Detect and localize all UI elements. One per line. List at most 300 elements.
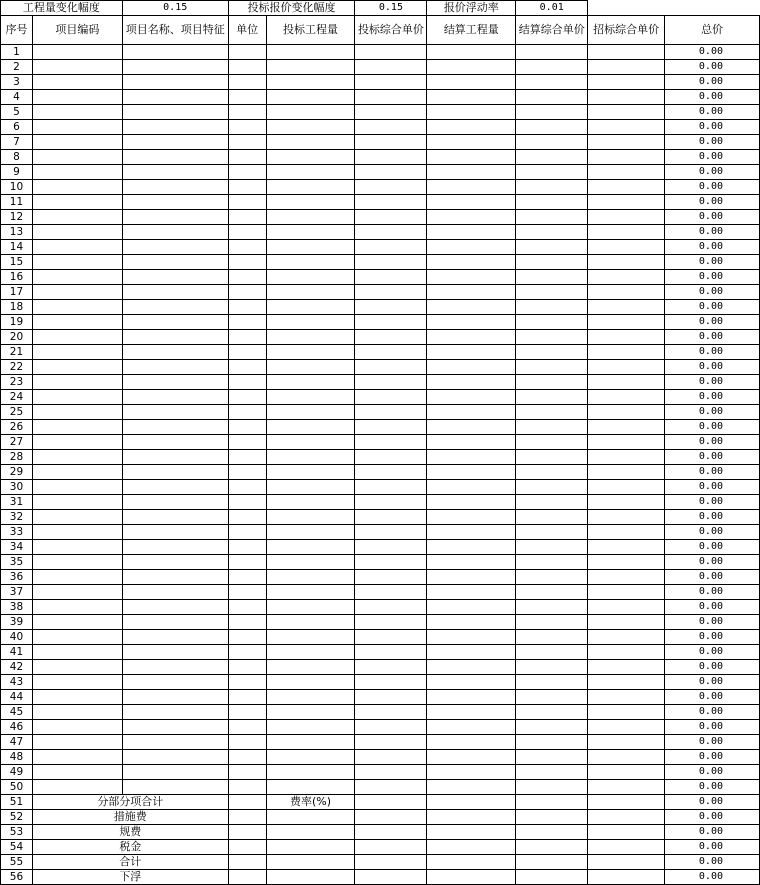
settle-unit-price-cell[interactable] xyxy=(516,285,588,300)
tender-unit-price-cell[interactable] xyxy=(588,180,665,195)
settle-unit-price-cell[interactable] xyxy=(516,405,588,420)
unit-cell[interactable] xyxy=(228,105,266,120)
unit-cell[interactable] xyxy=(228,375,266,390)
bid-unit-price-cell[interactable] xyxy=(355,345,427,360)
bid-qty-cell[interactable] xyxy=(266,720,355,735)
settle-qty-cell[interactable] xyxy=(427,165,516,180)
unit-cell[interactable] xyxy=(228,180,266,195)
unit-cell[interactable] xyxy=(228,270,266,285)
item-code-cell[interactable] xyxy=(32,165,122,180)
bid-unit-price-cell[interactable] xyxy=(355,780,427,795)
unit-cell[interactable] xyxy=(228,450,266,465)
tender-unit-price-cell[interactable] xyxy=(588,615,665,630)
bid-qty-cell[interactable] xyxy=(266,345,355,360)
unit-cell[interactable] xyxy=(228,750,266,765)
bid-qty-cell[interactable] xyxy=(266,600,355,615)
item-name-cell[interactable] xyxy=(122,510,228,525)
item-code-cell[interactable] xyxy=(32,585,122,600)
item-name-cell[interactable] xyxy=(122,285,228,300)
tender-unit-price-cell[interactable] xyxy=(588,750,665,765)
tender-unit-price-cell[interactable] xyxy=(588,735,665,750)
tender-unit-price-cell[interactable] xyxy=(588,360,665,375)
settle-qty-cell[interactable] xyxy=(427,450,516,465)
bid-unit-price-cell[interactable] xyxy=(355,435,427,450)
bid-unit-price-cell[interactable] xyxy=(355,555,427,570)
bid-unit-price-cell[interactable] xyxy=(355,210,427,225)
bid-qty-cell[interactable] xyxy=(266,285,355,300)
bid-qty-cell[interactable] xyxy=(266,825,355,840)
bid-unit-price-cell[interactable] xyxy=(355,255,427,270)
item-code-cell[interactable] xyxy=(32,240,122,255)
item-code-cell[interactable] xyxy=(32,345,122,360)
qty-change-value[interactable]: 0.15 xyxy=(122,1,228,16)
bid-qty-cell[interactable] xyxy=(266,675,355,690)
settle-unit-price-cell[interactable] xyxy=(516,105,588,120)
unit-cell[interactable] xyxy=(228,540,266,555)
item-code-cell[interactable] xyxy=(32,255,122,270)
tender-unit-price-cell[interactable] xyxy=(588,165,665,180)
bid-qty-cell[interactable] xyxy=(266,360,355,375)
unit-cell[interactable] xyxy=(228,525,266,540)
bid-qty-cell[interactable] xyxy=(266,525,355,540)
bid-unit-price-cell[interactable] xyxy=(355,405,427,420)
bid-unit-price-cell[interactable] xyxy=(355,825,427,840)
settle-qty-cell[interactable] xyxy=(427,285,516,300)
settle-qty-cell[interactable] xyxy=(427,120,516,135)
unit-cell[interactable] xyxy=(228,690,266,705)
bid-unit-price-cell[interactable] xyxy=(355,270,427,285)
settle-unit-price-cell[interactable] xyxy=(516,870,588,885)
item-name-cell[interactable] xyxy=(122,480,228,495)
item-code-cell[interactable] xyxy=(32,615,122,630)
bid-qty-cell[interactable] xyxy=(266,480,355,495)
item-code-cell[interactable] xyxy=(32,765,122,780)
item-code-cell[interactable] xyxy=(32,150,122,165)
bid-unit-price-cell[interactable] xyxy=(355,840,427,855)
item-code-cell[interactable] xyxy=(32,270,122,285)
unit-cell[interactable] xyxy=(228,645,266,660)
settle-unit-price-cell[interactable] xyxy=(516,90,588,105)
tender-unit-price-cell[interactable] xyxy=(588,225,665,240)
settle-qty-cell[interactable] xyxy=(427,345,516,360)
item-name-cell[interactable] xyxy=(122,570,228,585)
bid-unit-price-cell[interactable] xyxy=(355,285,427,300)
tender-unit-price-cell[interactable] xyxy=(588,90,665,105)
settle-qty-cell[interactable] xyxy=(427,510,516,525)
item-code-cell[interactable] xyxy=(32,570,122,585)
bid-qty-cell[interactable] xyxy=(266,60,355,75)
item-name-cell[interactable] xyxy=(122,165,228,180)
bid-qty-cell[interactable] xyxy=(266,330,355,345)
item-code-cell[interactable] xyxy=(32,225,122,240)
settle-unit-price-cell[interactable] xyxy=(516,375,588,390)
settle-qty-cell[interactable] xyxy=(427,135,516,150)
tender-unit-price-cell[interactable] xyxy=(588,120,665,135)
item-name-cell[interactable] xyxy=(122,135,228,150)
bid-unit-price-cell[interactable] xyxy=(355,540,427,555)
bid-qty-cell[interactable] xyxy=(266,180,355,195)
tender-unit-price-cell[interactable] xyxy=(588,300,665,315)
settle-unit-price-cell[interactable] xyxy=(516,45,588,60)
unit-cell[interactable] xyxy=(228,825,266,840)
unit-cell[interactable] xyxy=(228,45,266,60)
unit-cell[interactable] xyxy=(228,210,266,225)
bid-change-value[interactable]: 0.15 xyxy=(355,1,427,16)
bid-qty-cell[interactable] xyxy=(266,435,355,450)
settle-qty-cell[interactable] xyxy=(427,150,516,165)
item-name-cell[interactable] xyxy=(122,495,228,510)
item-code-cell[interactable] xyxy=(32,600,122,615)
bid-qty-cell[interactable] xyxy=(266,780,355,795)
item-name-cell[interactable] xyxy=(122,600,228,615)
item-code-cell[interactable] xyxy=(32,750,122,765)
settle-qty-cell[interactable] xyxy=(427,600,516,615)
unit-cell[interactable] xyxy=(228,810,266,825)
item-code-cell[interactable] xyxy=(32,780,122,795)
bid-qty-cell[interactable] xyxy=(266,150,355,165)
bid-qty-cell[interactable] xyxy=(266,300,355,315)
item-code-cell[interactable] xyxy=(32,495,122,510)
tender-unit-price-cell[interactable] xyxy=(588,660,665,675)
item-code-cell[interactable] xyxy=(32,135,122,150)
unit-cell[interactable] xyxy=(228,720,266,735)
item-name-cell[interactable] xyxy=(122,270,228,285)
tender-unit-price-cell[interactable] xyxy=(588,60,665,75)
tender-unit-price-cell[interactable] xyxy=(588,570,665,585)
tender-unit-price-cell[interactable] xyxy=(588,465,665,480)
unit-cell[interactable] xyxy=(228,555,266,570)
item-name-cell[interactable] xyxy=(122,105,228,120)
settle-qty-cell[interactable] xyxy=(427,105,516,120)
bid-unit-price-cell[interactable] xyxy=(355,735,427,750)
settle-unit-price-cell[interactable] xyxy=(516,750,588,765)
settle-unit-price-cell[interactable] xyxy=(516,195,588,210)
item-name-cell[interactable] xyxy=(122,390,228,405)
item-code-cell[interactable] xyxy=(32,60,122,75)
tender-unit-price-cell[interactable] xyxy=(588,315,665,330)
settle-qty-cell[interactable] xyxy=(427,855,516,870)
item-name-cell[interactable] xyxy=(122,630,228,645)
bid-qty-cell[interactable] xyxy=(266,855,355,870)
settle-qty-cell[interactable] xyxy=(427,555,516,570)
bid-qty-cell[interactable] xyxy=(266,630,355,645)
settle-unit-price-cell[interactable] xyxy=(516,495,588,510)
settle-unit-price-cell[interactable] xyxy=(516,690,588,705)
item-name-cell[interactable] xyxy=(122,750,228,765)
settle-unit-price-cell[interactable] xyxy=(516,780,588,795)
item-name-cell[interactable] xyxy=(122,255,228,270)
settle-unit-price-cell[interactable] xyxy=(516,720,588,735)
bid-qty-cell[interactable] xyxy=(266,405,355,420)
tender-unit-price-cell[interactable] xyxy=(588,450,665,465)
settle-qty-cell[interactable] xyxy=(427,270,516,285)
unit-cell[interactable] xyxy=(228,435,266,450)
settle-unit-price-cell[interactable] xyxy=(516,480,588,495)
bid-unit-price-cell[interactable] xyxy=(355,630,427,645)
settle-qty-cell[interactable] xyxy=(427,570,516,585)
item-name-cell[interactable] xyxy=(122,315,228,330)
item-name-cell[interactable] xyxy=(122,555,228,570)
settle-qty-cell[interactable] xyxy=(427,660,516,675)
bid-unit-price-cell[interactable] xyxy=(355,60,427,75)
bid-unit-price-cell[interactable] xyxy=(355,465,427,480)
settle-unit-price-cell[interactable] xyxy=(516,810,588,825)
unit-cell[interactable] xyxy=(228,360,266,375)
settle-unit-price-cell[interactable] xyxy=(516,795,588,810)
bid-qty-cell[interactable] xyxy=(266,315,355,330)
item-name-cell[interactable] xyxy=(122,375,228,390)
bid-qty-cell[interactable] xyxy=(266,450,355,465)
item-code-cell[interactable] xyxy=(32,300,122,315)
settle-qty-cell[interactable] xyxy=(427,420,516,435)
settle-unit-price-cell[interactable] xyxy=(516,435,588,450)
tender-unit-price-cell[interactable] xyxy=(588,150,665,165)
bid-qty-cell[interactable] xyxy=(266,705,355,720)
bid-qty-cell[interactable] xyxy=(266,750,355,765)
tender-unit-price-cell[interactable] xyxy=(588,720,665,735)
settle-qty-cell[interactable] xyxy=(427,390,516,405)
item-code-cell[interactable] xyxy=(32,510,122,525)
tender-unit-price-cell[interactable] xyxy=(588,480,665,495)
item-code-cell[interactable] xyxy=(32,465,122,480)
unit-cell[interactable] xyxy=(228,570,266,585)
unit-cell[interactable] xyxy=(228,225,266,240)
tender-unit-price-cell[interactable] xyxy=(588,540,665,555)
settle-qty-cell[interactable] xyxy=(427,360,516,375)
unit-cell[interactable] xyxy=(228,675,266,690)
unit-cell[interactable] xyxy=(228,405,266,420)
unit-cell[interactable] xyxy=(228,795,266,810)
item-name-cell[interactable] xyxy=(122,180,228,195)
bid-qty-cell[interactable] xyxy=(266,390,355,405)
item-code-cell[interactable] xyxy=(32,285,122,300)
unit-cell[interactable] xyxy=(228,600,266,615)
bid-qty-cell[interactable] xyxy=(266,165,355,180)
tender-unit-price-cell[interactable] xyxy=(588,420,665,435)
settle-qty-cell[interactable] xyxy=(427,75,516,90)
item-name-cell[interactable] xyxy=(122,615,228,630)
tender-unit-price-cell[interactable] xyxy=(588,210,665,225)
settle-unit-price-cell[interactable] xyxy=(516,600,588,615)
bid-qty-cell[interactable] xyxy=(266,255,355,270)
bid-unit-price-cell[interactable] xyxy=(355,165,427,180)
unit-cell[interactable] xyxy=(228,75,266,90)
bid-qty-cell[interactable] xyxy=(266,105,355,120)
settle-qty-cell[interactable] xyxy=(427,300,516,315)
settle-unit-price-cell[interactable] xyxy=(516,510,588,525)
tender-unit-price-cell[interactable] xyxy=(588,870,665,885)
settle-unit-price-cell[interactable] xyxy=(516,390,588,405)
item-name-cell[interactable] xyxy=(122,330,228,345)
item-name-cell[interactable] xyxy=(122,195,228,210)
item-name-cell[interactable] xyxy=(122,120,228,135)
settle-unit-price-cell[interactable] xyxy=(516,60,588,75)
unit-cell[interactable] xyxy=(228,660,266,675)
item-name-cell[interactable] xyxy=(122,90,228,105)
tender-unit-price-cell[interactable] xyxy=(588,45,665,60)
item-name-cell[interactable] xyxy=(122,60,228,75)
settle-qty-cell[interactable] xyxy=(427,480,516,495)
settle-unit-price-cell[interactable] xyxy=(516,630,588,645)
item-code-cell[interactable] xyxy=(32,45,122,60)
item-code-cell[interactable] xyxy=(32,660,122,675)
tender-unit-price-cell[interactable] xyxy=(588,435,665,450)
item-code-cell[interactable] xyxy=(32,330,122,345)
settle-unit-price-cell[interactable] xyxy=(516,540,588,555)
settle-qty-cell[interactable] xyxy=(427,540,516,555)
item-name-cell[interactable] xyxy=(122,405,228,420)
bid-qty-cell[interactable] xyxy=(266,570,355,585)
tender-unit-price-cell[interactable] xyxy=(588,330,665,345)
tender-unit-price-cell[interactable] xyxy=(588,195,665,210)
bid-unit-price-cell[interactable] xyxy=(355,105,427,120)
settle-unit-price-cell[interactable] xyxy=(516,330,588,345)
tender-unit-price-cell[interactable] xyxy=(588,525,665,540)
settle-qty-cell[interactable] xyxy=(427,765,516,780)
settle-qty-cell[interactable] xyxy=(427,615,516,630)
bid-unit-price-cell[interactable] xyxy=(355,660,427,675)
item-code-cell[interactable] xyxy=(32,555,122,570)
unit-cell[interactable] xyxy=(228,165,266,180)
settle-qty-cell[interactable] xyxy=(427,330,516,345)
item-code-cell[interactable] xyxy=(32,315,122,330)
settle-qty-cell[interactable] xyxy=(427,405,516,420)
settle-unit-price-cell[interactable] xyxy=(516,735,588,750)
tender-unit-price-cell[interactable] xyxy=(588,795,665,810)
item-name-cell[interactable] xyxy=(122,225,228,240)
settle-qty-cell[interactable] xyxy=(427,90,516,105)
unit-cell[interactable] xyxy=(228,90,266,105)
settle-unit-price-cell[interactable] xyxy=(516,420,588,435)
bid-qty-cell[interactable] xyxy=(266,540,355,555)
unit-cell[interactable] xyxy=(228,60,266,75)
bid-unit-price-cell[interactable] xyxy=(355,180,427,195)
bid-unit-price-cell[interactable] xyxy=(355,90,427,105)
tender-unit-price-cell[interactable] xyxy=(588,645,665,660)
bid-unit-price-cell[interactable] xyxy=(355,645,427,660)
unit-cell[interactable] xyxy=(228,330,266,345)
bid-qty-cell[interactable] xyxy=(266,585,355,600)
tender-unit-price-cell[interactable] xyxy=(588,405,665,420)
settle-unit-price-cell[interactable] xyxy=(516,180,588,195)
bid-unit-price-cell[interactable] xyxy=(355,855,427,870)
unit-cell[interactable] xyxy=(228,285,266,300)
tender-unit-price-cell[interactable] xyxy=(588,780,665,795)
unit-cell[interactable] xyxy=(228,735,266,750)
bid-qty-cell[interactable] xyxy=(266,555,355,570)
item-name-cell[interactable] xyxy=(122,765,228,780)
item-name-cell[interactable] xyxy=(122,720,228,735)
settle-unit-price-cell[interactable] xyxy=(516,300,588,315)
settle-qty-cell[interactable] xyxy=(427,210,516,225)
bid-unit-price-cell[interactable] xyxy=(355,45,427,60)
settle-unit-price-cell[interactable] xyxy=(516,240,588,255)
unit-cell[interactable] xyxy=(228,390,266,405)
unit-cell[interactable] xyxy=(228,480,266,495)
settle-unit-price-cell[interactable] xyxy=(516,120,588,135)
settle-qty-cell[interactable] xyxy=(427,435,516,450)
settle-qty-cell[interactable] xyxy=(427,45,516,60)
bid-qty-cell[interactable] xyxy=(266,420,355,435)
bid-unit-price-cell[interactable] xyxy=(355,135,427,150)
bid-qty-cell[interactable] xyxy=(266,120,355,135)
settle-qty-cell[interactable] xyxy=(427,180,516,195)
item-name-cell[interactable] xyxy=(122,150,228,165)
bid-qty-cell[interactable] xyxy=(266,765,355,780)
item-name-cell[interactable] xyxy=(122,420,228,435)
settle-unit-price-cell[interactable] xyxy=(516,855,588,870)
settle-unit-price-cell[interactable] xyxy=(516,450,588,465)
item-name-cell[interactable] xyxy=(122,465,228,480)
tender-unit-price-cell[interactable] xyxy=(588,75,665,90)
item-code-cell[interactable] xyxy=(32,645,122,660)
item-code-cell[interactable] xyxy=(32,90,122,105)
tender-unit-price-cell[interactable] xyxy=(588,510,665,525)
bid-qty-cell[interactable] xyxy=(266,90,355,105)
item-code-cell[interactable] xyxy=(32,720,122,735)
bid-unit-price-cell[interactable] xyxy=(355,225,427,240)
item-code-cell[interactable] xyxy=(32,675,122,690)
bid-unit-price-cell[interactable] xyxy=(355,195,427,210)
unit-cell[interactable] xyxy=(228,420,266,435)
item-name-cell[interactable] xyxy=(122,210,228,225)
tender-unit-price-cell[interactable] xyxy=(588,105,665,120)
bid-qty-cell[interactable] xyxy=(266,870,355,885)
float-rate-value[interactable]: 0.01 xyxy=(516,1,588,16)
tender-unit-price-cell[interactable] xyxy=(588,345,665,360)
bid-qty-cell[interactable] xyxy=(266,840,355,855)
bid-unit-price-cell[interactable] xyxy=(355,690,427,705)
tender-unit-price-cell[interactable] xyxy=(588,705,665,720)
settle-unit-price-cell[interactable] xyxy=(516,840,588,855)
bid-qty-cell[interactable] xyxy=(266,645,355,660)
bid-unit-price-cell[interactable] xyxy=(355,765,427,780)
bid-qty-cell[interactable] xyxy=(266,465,355,480)
unit-cell[interactable] xyxy=(228,510,266,525)
settle-qty-cell[interactable] xyxy=(427,810,516,825)
bid-qty-cell[interactable] xyxy=(266,810,355,825)
item-code-cell[interactable] xyxy=(32,375,122,390)
settle-qty-cell[interactable] xyxy=(427,495,516,510)
bid-qty-cell[interactable] xyxy=(266,615,355,630)
item-name-cell[interactable] xyxy=(122,360,228,375)
item-name-cell[interactable] xyxy=(122,75,228,90)
tender-unit-price-cell[interactable] xyxy=(588,240,665,255)
settle-qty-cell[interactable] xyxy=(427,705,516,720)
bid-qty-cell[interactable] xyxy=(266,225,355,240)
settle-qty-cell[interactable] xyxy=(427,585,516,600)
item-code-cell[interactable] xyxy=(32,540,122,555)
settle-unit-price-cell[interactable] xyxy=(516,705,588,720)
tender-unit-price-cell[interactable] xyxy=(588,585,665,600)
unit-cell[interactable] xyxy=(228,855,266,870)
item-name-cell[interactable] xyxy=(122,780,228,795)
settle-qty-cell[interactable] xyxy=(427,825,516,840)
bid-unit-price-cell[interactable] xyxy=(355,420,427,435)
bid-unit-price-cell[interactable] xyxy=(355,300,427,315)
tender-unit-price-cell[interactable] xyxy=(588,840,665,855)
bid-unit-price-cell[interactable] xyxy=(355,870,427,885)
bid-unit-price-cell[interactable] xyxy=(355,750,427,765)
bid-qty-cell[interactable] xyxy=(266,735,355,750)
item-code-cell[interactable] xyxy=(32,450,122,465)
unit-cell[interactable] xyxy=(228,345,266,360)
bid-unit-price-cell[interactable] xyxy=(355,150,427,165)
item-code-cell[interactable] xyxy=(32,75,122,90)
settle-qty-cell[interactable] xyxy=(427,675,516,690)
tender-unit-price-cell[interactable] xyxy=(588,285,665,300)
settle-unit-price-cell[interactable] xyxy=(516,75,588,90)
